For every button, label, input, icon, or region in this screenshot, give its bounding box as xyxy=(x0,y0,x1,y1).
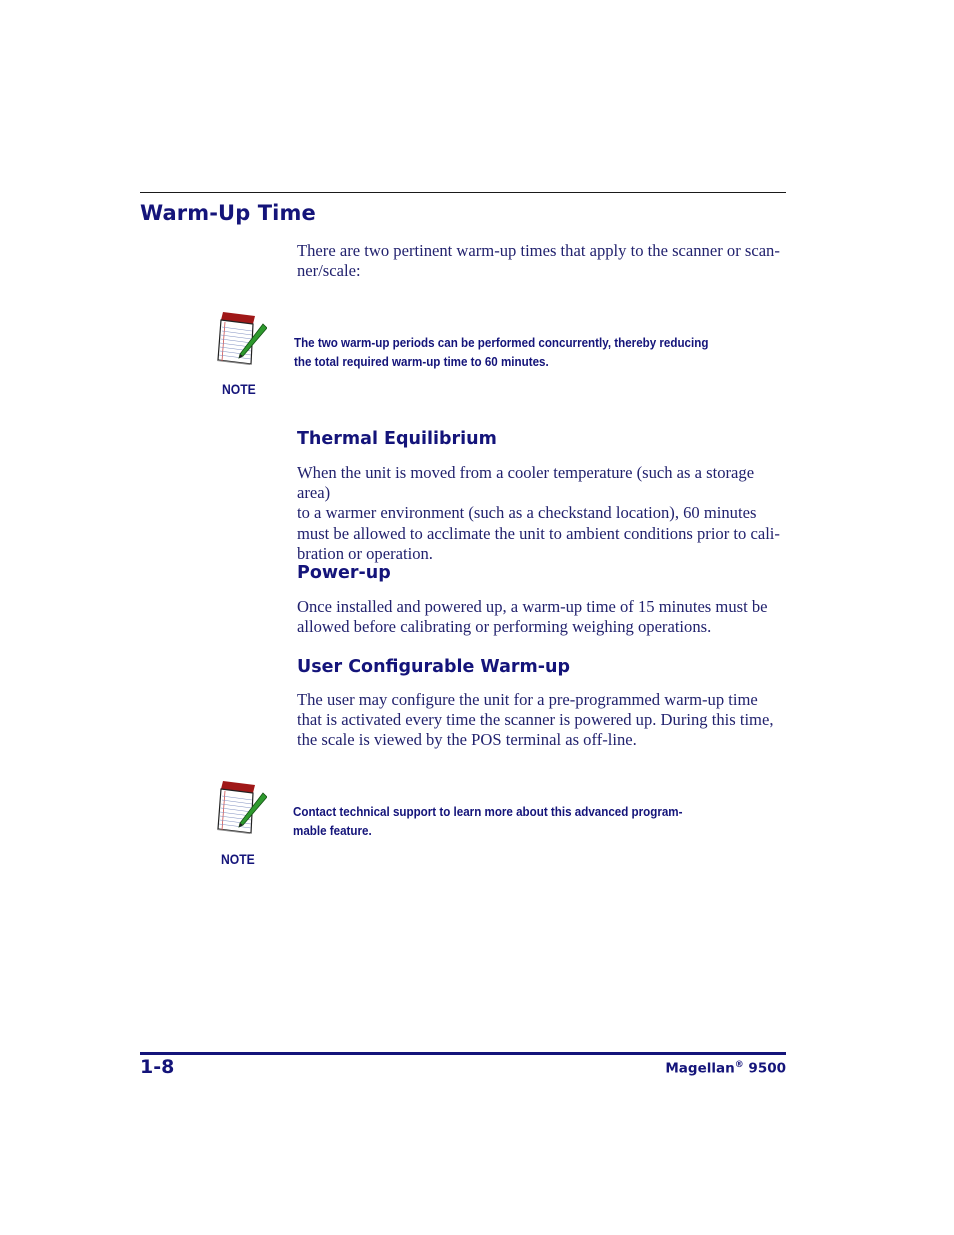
note-2-label: NOTE xyxy=(221,852,255,867)
subsection-title-powerup: Power-up xyxy=(297,563,391,583)
note-notepad-icon xyxy=(215,779,267,835)
section-title: Warm-Up Time xyxy=(140,201,316,225)
note-notepad-icon xyxy=(215,310,267,366)
note-2-text: Contact technical support to learn more about this advanced program- mable feature. xyxy=(293,804,683,838)
subsection-title-thermal: Thermal Equilibrium xyxy=(297,429,497,449)
powerup-paragraph: Once installed and powered up, a warm-up time of 15 minutes must be allowed before calibrating or performing weighing operations. xyxy=(297,597,768,637)
user-configurable-paragraph: The user may configure the unit for a pre-programmed warm-up time that is activated every time the scanner is powered up. During this time, the scale is viewed by the POS terminal as off-line. xyxy=(297,690,774,750)
page-number: 1-8 xyxy=(140,1056,175,1078)
footer-rule xyxy=(140,1052,786,1055)
intro-paragraph: There are two pertinent warm-up times that apply to the scanner or scan-ner/scale: xyxy=(297,241,780,281)
subsection-title-user-configurable: User Configurable Warm-up xyxy=(297,657,571,677)
note-1-label: NOTE xyxy=(222,382,256,397)
top-rule xyxy=(140,192,786,193)
thermal-paragraph: When the unit is moved from a cooler temperature (such as a storage area) to a warmer environment (such as a checkstand location), 60 minutes must be allowed to acclimate the unit to ambient conditions prior to cali- bration or operation. xyxy=(297,463,780,563)
note-1-text: The two warm-up periods can be performed concurrently, thereby reducing the total required warm-up time to 60 minutes. xyxy=(294,335,709,369)
footer-product-title: Magellan® 9500 xyxy=(665,1060,786,1077)
